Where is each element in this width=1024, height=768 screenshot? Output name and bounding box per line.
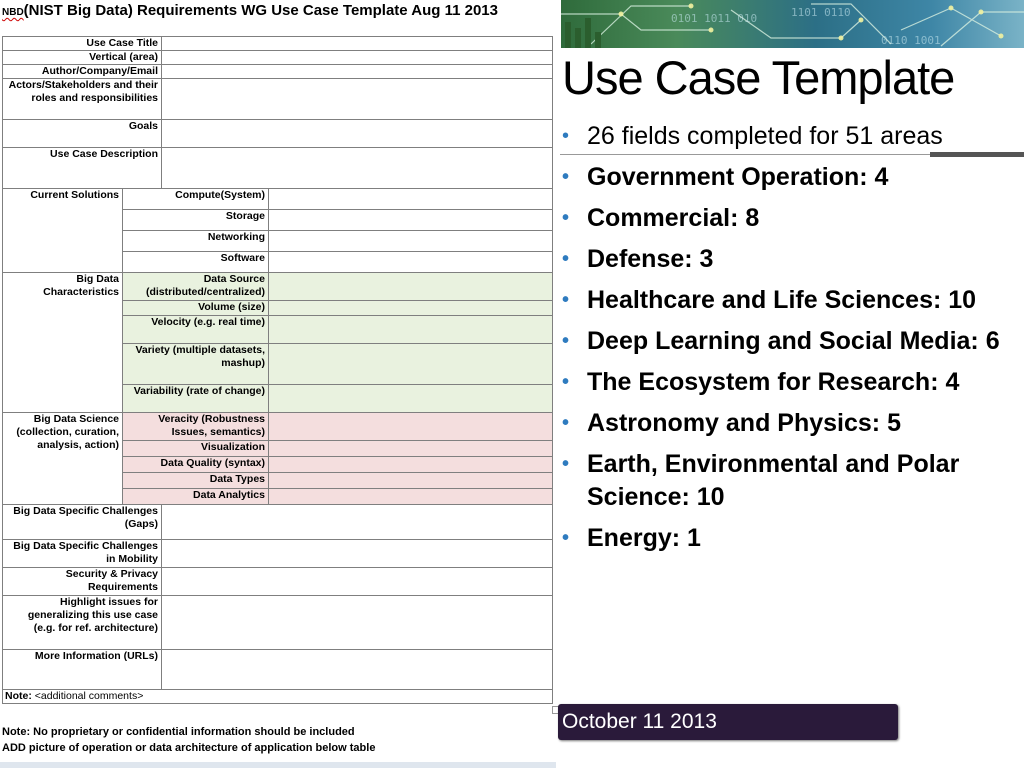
field-compute: Compute(System): [123, 189, 269, 210]
field-big-data-characteristics: Big Data Characteristics: [3, 273, 123, 413]
field-description: Use Case Description: [3, 148, 162, 189]
note-label: Note:: [5, 690, 32, 702]
bullet-item: [560, 522, 1000, 555]
field-value[interactable]: [269, 231, 553, 252]
field-value[interactable]: [269, 413, 553, 441]
field-value[interactable]: [269, 273, 553, 301]
bullet-text: Defense: 3: [587, 245, 714, 273]
bullet-item: [560, 325, 1000, 358]
bullet-item: [560, 243, 1000, 276]
field-value[interactable]: [162, 37, 553, 51]
bullet-text: Commercial: 8: [587, 204, 760, 232]
bullet-item: [560, 120, 1000, 153]
field-value[interactable]: [162, 120, 553, 148]
circuit-banner-icon: [561, 0, 1024, 48]
bullet-icon: •: [562, 371, 570, 393]
field-velocity: Velocity (e.g. real time): [123, 316, 269, 344]
field-more-info: More Information (URLs): [3, 650, 162, 690]
field-storage: Storage: [123, 210, 269, 231]
field-value[interactable]: [162, 596, 553, 650]
bullet-text: The Ecosystem for Research: 4: [587, 368, 960, 396]
bullet-list: [560, 120, 1000, 563]
bullet-icon: •: [562, 412, 570, 434]
field-value[interactable]: [269, 489, 553, 505]
template-table: [2, 36, 553, 704]
bullet-text: 26 fields completed for 51 areas: [587, 122, 943, 150]
field-actors: Actors/Stakeholders and their roles and responsibilities: [3, 79, 162, 120]
bullet-item: [560, 407, 1000, 440]
footer-note-line: Note: No proprietary or confidential information should be included: [2, 726, 355, 738]
bullet-text: Deep Learning and Social Media: 6: [587, 327, 1000, 355]
field-challenges-gaps: Big Data Specific Challenges (Gaps): [3, 505, 162, 540]
bullet-icon: •: [562, 125, 570, 147]
field-volume: Volume (size): [123, 301, 269, 316]
bullet-icon: •: [562, 330, 570, 352]
bullet-item: [560, 366, 1000, 399]
bullet-text: Healthcare and Life Sciences: 10: [587, 286, 977, 314]
field-visualization: Visualization: [123, 441, 269, 457]
field-value[interactable]: [269, 457, 553, 473]
field-current-solutions: Current Solutions: [3, 189, 123, 273]
slide-title: Use Case Template: [562, 51, 955, 104]
field-value[interactable]: [162, 51, 553, 65]
field-security: Security & Privacy Requirements: [3, 568, 162, 596]
bullet-icon: •: [562, 527, 570, 549]
field-value[interactable]: [269, 316, 553, 344]
field-highlight-issues: Highlight issues for generalizing this use case (e.g. for ref. architecture): [3, 596, 162, 650]
field-goals: Goals: [3, 120, 162, 148]
field-value[interactable]: [162, 148, 553, 189]
bullet-text: Government Operation: 4: [587, 163, 889, 191]
field-value[interactable]: [162, 505, 553, 540]
field-software: Software: [123, 252, 269, 273]
field-value[interactable]: [162, 65, 553, 79]
field-data-types: Data Types: [123, 473, 269, 489]
field-variety: Variety (multiple datasets, mashup): [123, 344, 269, 385]
field-value[interactable]: [269, 210, 553, 231]
bullet-icon: •: [562, 166, 570, 188]
document-bottom-edge: [0, 762, 556, 768]
field-value[interactable]: [162, 568, 553, 596]
field-value[interactable]: [269, 301, 553, 316]
bullet-item: [560, 161, 1000, 194]
bullet-icon: •: [562, 453, 570, 475]
document-title-abbr: NBD: [2, 7, 24, 18]
field-value[interactable]: [269, 189, 553, 210]
svg-text:1101 0110: 1101 0110: [791, 6, 851, 19]
bullet-icon: •: [562, 289, 570, 311]
note-placeholder: <additional comments>: [31, 690, 144, 702]
field-data-quality: Data Quality (syntax): [123, 457, 269, 473]
bullet-item: [560, 448, 1000, 514]
field-value[interactable]: [269, 252, 553, 273]
field-value[interactable]: [162, 650, 553, 690]
slide-banner-image: [561, 0, 1024, 48]
field-value[interactable]: [162, 540, 553, 568]
field-data-source: Data Source (distributed/centralized): [123, 273, 269, 301]
field-networking: Networking: [123, 231, 269, 252]
field-value[interactable]: [162, 79, 553, 120]
field-value[interactable]: [269, 441, 553, 457]
field-author: Author/Company/Email: [3, 65, 162, 79]
field-variability: Variability (rate of change): [123, 385, 269, 413]
field-big-data-science: Big Data Science (collection, curation, analysis, action): [3, 413, 123, 505]
svg-text:0101 1011 010: 0101 1011 010: [671, 12, 758, 25]
document-title: [2, 2, 498, 19]
field-value[interactable]: [269, 473, 553, 489]
field-veracity: Veracity (Robustness Issues, semantics): [123, 413, 269, 441]
bullet-icon: •: [562, 248, 570, 270]
field-value[interactable]: [269, 385, 553, 413]
field-value[interactable]: [269, 344, 553, 385]
field-challenges-mobility: Big Data Specific Challenges in Mobility: [3, 540, 162, 568]
field-use-case-title: Use Case Title: [3, 37, 162, 51]
bullet-text: Energy: 1: [587, 524, 701, 552]
bullet-item: [560, 284, 1000, 317]
bullet-item: [560, 202, 1000, 235]
footer-add-picture-line: ADD picture of operation or data architecture of application below table: [2, 742, 376, 754]
note-row[interactable]: [3, 690, 553, 704]
field-vertical: Vertical (area): [3, 51, 162, 65]
bullet-text: Earth, Environmental and Polar Science: 10: [587, 450, 960, 511]
bullet-text: Astronomy and Physics: 5: [587, 409, 901, 437]
field-data-analytics: Data Analytics: [123, 489, 269, 505]
svg-text:0110 1001: 0110 1001: [881, 34, 941, 47]
bullet-icon: •: [562, 207, 570, 229]
date-footer: October 11 2013: [558, 704, 898, 740]
document-footer: [2, 724, 375, 756]
document-title-text: (NIST Big Data) Requirements WG Use Case Template Aug 11 2013: [23, 2, 498, 19]
